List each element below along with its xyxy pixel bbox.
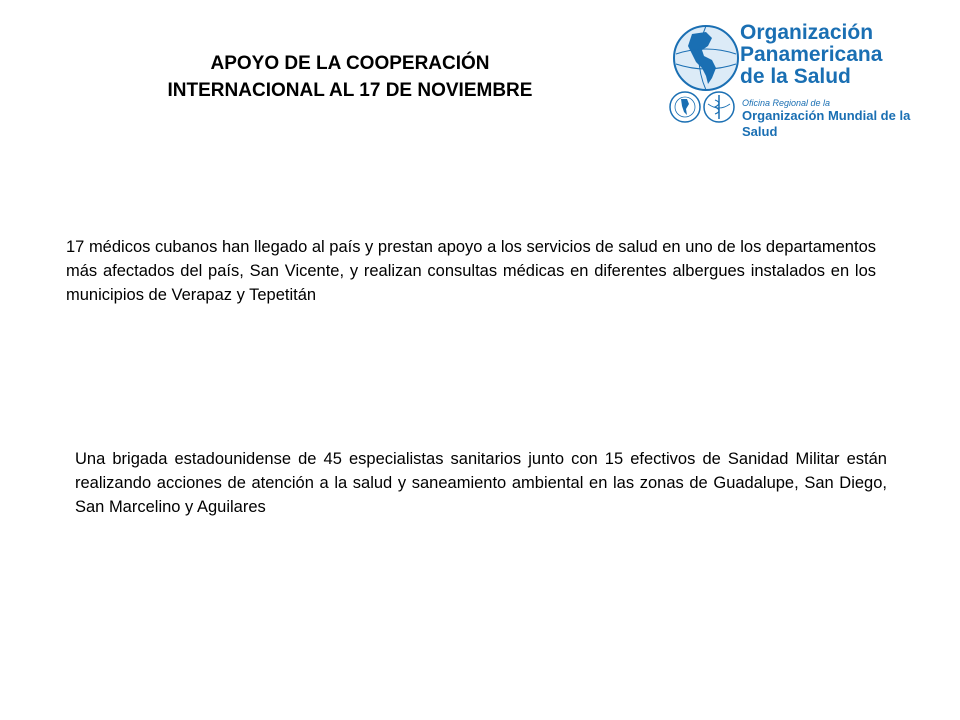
who-emblem-icon — [704, 92, 734, 122]
logo-name-line-1: Organización — [740, 21, 874, 44]
paragraph-us-brigade: Una brigada estadounidense de 45 especialistas sanitarios junto con 15 efectivos de Sanidad Militar están realizando acciones de atención a la salud y saneamiento ambiental en las zonas de Guadalupe, San Diego, San Marcelino y Aguilares — [75, 450, 887, 516]
logo-organization-name — [740, 22, 882, 88]
logo-subtitle-small: Oficina Regional de la — [742, 98, 831, 108]
slide-title-line-1: APOYO DE LA COOPERACIÓN — [210, 53, 490, 74]
paho-logo — [664, 18, 924, 139]
logo-seals — [668, 90, 738, 124]
logo-name-line-2: Panamericana — [740, 43, 883, 66]
paragraph-cuban-doctors: 17 médicos cubanos han llegado al país y prestan apoyo a los servicios de salud en uno de los departamentos más afectados del país, San Vicente, y realizan consultas médicas en diferentes albergues instalados en los municipios de Verapaz y Tepetitán — [66, 238, 876, 304]
americas-globe-icon — [672, 24, 740, 92]
logo-name-line-3: de la Salud — [740, 65, 851, 88]
paho-seal-icon — [670, 92, 700, 122]
logo-subtitle — [742, 98, 924, 140]
logo-subtitle-big: Organización Mundial de la Salud — [742, 108, 911, 139]
slide-title-line-2: INTERNACIONAL AL 17 DE NOVIEMBRE — [167, 80, 533, 101]
slide-title — [100, 50, 600, 104]
